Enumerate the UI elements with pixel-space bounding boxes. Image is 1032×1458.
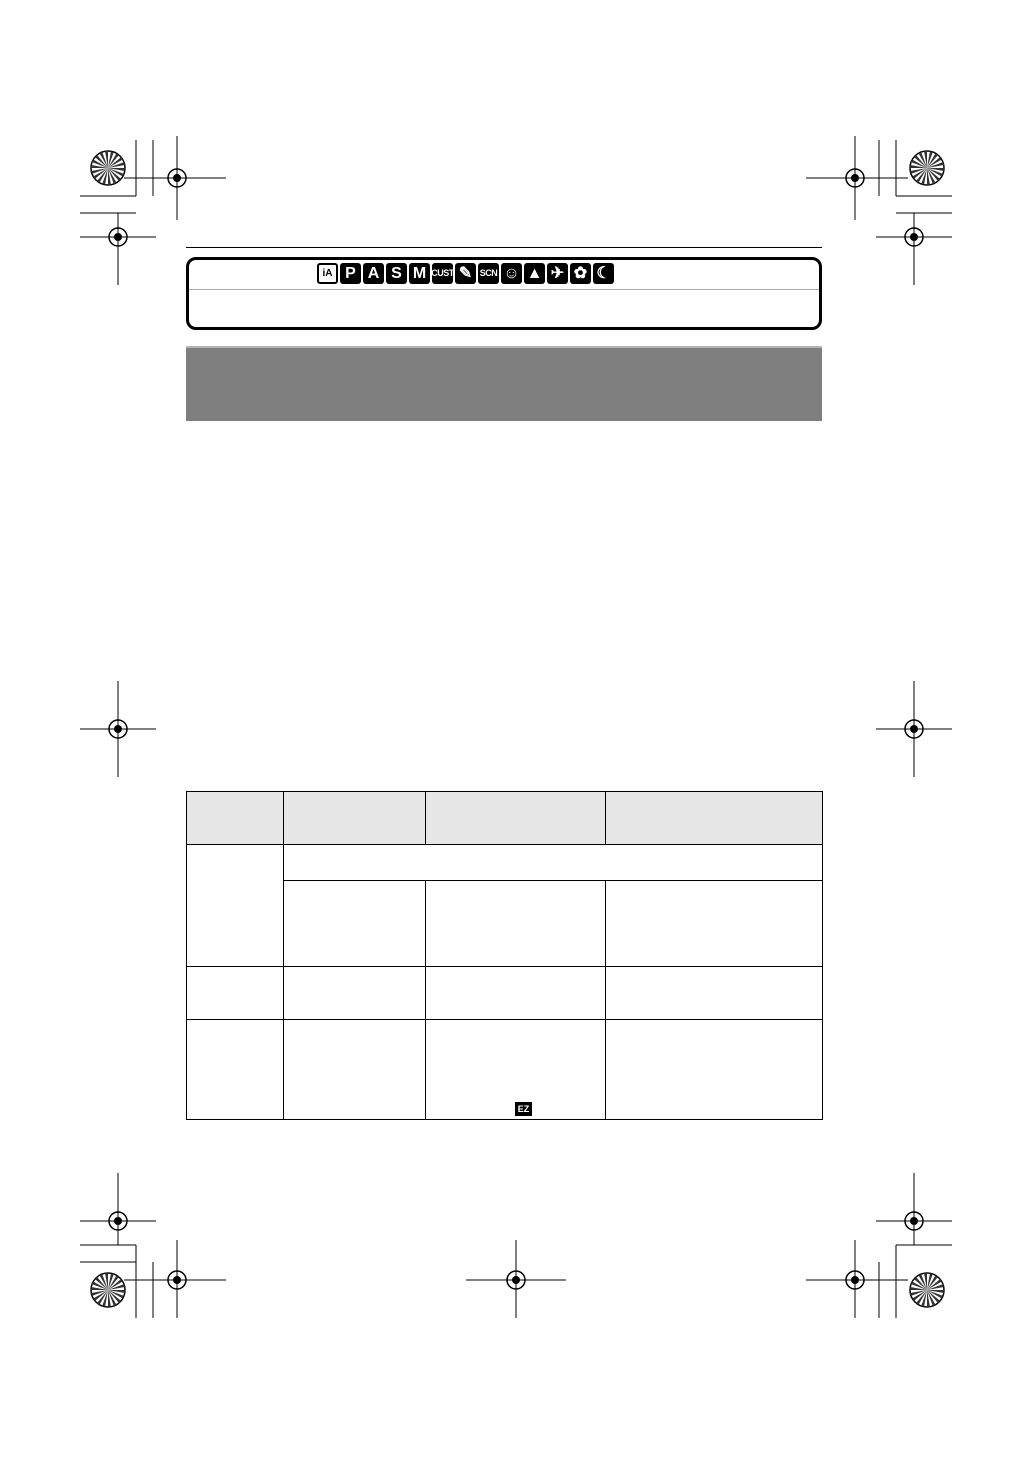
manual-mode-icon: M	[409, 263, 430, 284]
table-header-row	[187, 792, 823, 845]
table-row	[187, 1020, 823, 1120]
table-row	[187, 845, 823, 881]
table-cell	[283, 1020, 425, 1120]
shutter-priority-icon: S	[386, 263, 407, 284]
motion-picture-icon: ✎	[455, 263, 476, 284]
table-cell	[283, 845, 822, 881]
table-header-cell	[283, 792, 425, 845]
table-cell	[606, 1020, 823, 1120]
table-cell	[425, 881, 606, 967]
portrait-icon: ☺	[501, 263, 522, 284]
scenery-icon: ▲	[524, 263, 545, 284]
sports-icon: ✈	[547, 263, 568, 284]
table-cell	[187, 845, 284, 967]
table-cell	[425, 967, 606, 1020]
table-cell	[283, 881, 425, 967]
custom-mode-icon: CUST	[432, 263, 453, 284]
aperture-priority-icon: A	[363, 263, 384, 284]
mode-icon-row	[317, 263, 614, 284]
intelligent-auto-icon: iA	[317, 263, 338, 284]
spec-table	[186, 791, 823, 1120]
table-cell	[606, 967, 823, 1020]
table-header-cell	[187, 792, 284, 845]
table-cell	[283, 967, 425, 1020]
table-header-cell	[606, 792, 823, 845]
table-row	[187, 967, 823, 1020]
extended-zoom-icon: EZ	[515, 1102, 532, 1116]
table-cell	[606, 881, 823, 967]
header-rule	[186, 247, 822, 248]
applicable-modes-box	[186, 257, 822, 330]
program-mode-icon: P	[340, 263, 361, 284]
close-up-icon: ✿	[570, 263, 591, 284]
table-header-cell	[425, 792, 606, 845]
section-title-banner	[186, 346, 822, 421]
modebox-divider	[189, 289, 819, 290]
table-cell	[187, 967, 284, 1020]
table-cell	[187, 1020, 284, 1120]
scene-mode-icon: SCN	[478, 263, 499, 284]
night-portrait-icon: ☾	[593, 263, 614, 284]
